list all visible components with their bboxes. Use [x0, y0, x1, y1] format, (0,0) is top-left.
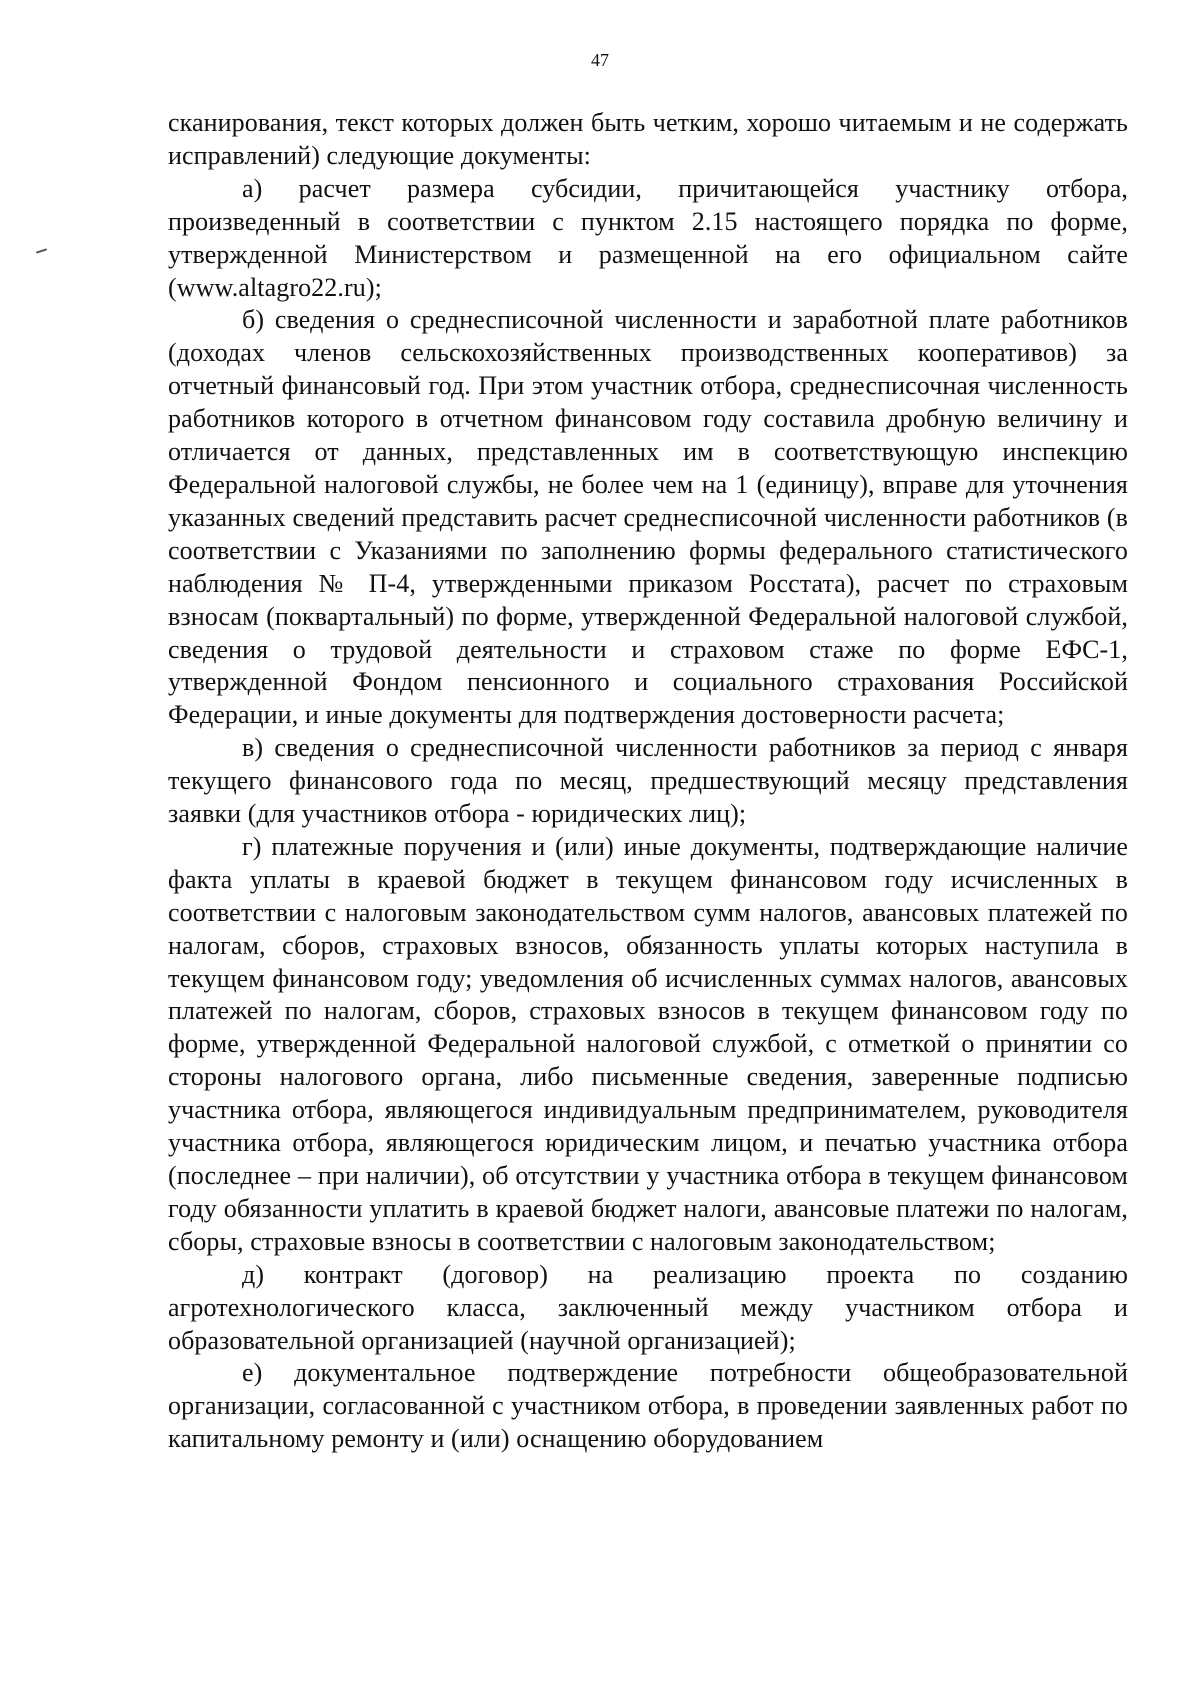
paragraph-item-d: д) контракт (договор) на реализацию проекта по созданию агротехнологического класса, заключенный между участником отбора и образовательной организацией (научной организацией); [168, 1259, 1128, 1355]
paragraph-item-b: б) сведения о среднесписочной численности и заработной плате работников (доходах членов сельскохозяйственных производственных кооперативов) за отчетный финансовый год. При этом участник отбора, среднесписочная численность работников которого в отчетном финансовом году составила дробную величину и отличается от данных, представленных им в соответствующую инспекцию Федеральной налоговой службы, не более чем на 1 (единицу), вправе для уточнения указанных сведений представить расчет среднесписочной численности работников (в соответствии с Указаниями по заполнению формы федерального статистического наблюдения № П-4, утвержденными приказом Росстата), расчет по страховым взносам (поквартальный) по форме, утвержденной Федеральной налоговой службой, сведения о трудовой деятельности и страховом стаже по форме ЕФС-1, утвержденной Фондом пенсионного и социального страхования Российской Федерации, и иные документы для подтверждения достоверности расчета; [168, 305, 1128, 730]
paragraph-item-v: в) сведения о среднесписочной численности работников за период с января текущего финансового года по месяц, предшествующий месяцу представления заявки (для участников отбора - юридических лиц); [168, 733, 1128, 829]
scan-artifact-mark [36, 248, 47, 253]
paragraph-intro-continuation: сканирования, текст которых должен быть четким, хорошо читаемым и не содержать исправлений) следующие документы: [168, 108, 1128, 170]
paragraph-item-a: а) расчет размера субсидии, причитающейся участнику отбора, произведенный в соответствии с пунктом 2.15 настоящего порядка по форме, утвержденной Министерством и размещенной на его официальном сайте (www.altagro22.ru); [168, 173, 1128, 302]
document-body [168, 107, 1128, 1456]
paragraph-item-e: е) документальное подтверждение потребности общеобразовательной организации, согласованной с участником отбора, в проведении заявленных работ по капитальному ремонту и (или) оснащению оборудованием [168, 1358, 1128, 1454]
page-number: 47 [591, 50, 609, 70]
paragraph-item-g: г) платежные поручения и (или) иные документы, подтверждающие наличие факта уплаты в краевой бюджет в текущем финансовом году исчисленных в соответствии с налоговым законодательством сумм налогов, авансовых платежей по налогам, сборов, страховых взносов, обязанность уплаты которых наступила в текущем финансовом году; уведомления об исчисленных суммах налогов, авансовых платежей по налогам, сборов, страховых взносов в текущем финансовом году по форме, утвержденной Федеральной налоговой службой, с отметкой о принятии со стороны налогового органа, либо письменные сведения, заверенные подписью участника отбора, являющегося индивидуальным предпринимателем, руководителя участника отбора, являющегося юридическим лицом, и печатью участника отбора (последнее – при наличии), об отсутствии у участника отбора в текущем финансовом году обязанности уплатить в краевой бюджет налоги, авансовые платежи по налогам, сборы, страховые взносы в соответствии с налоговым законодательством; [168, 831, 1128, 1256]
